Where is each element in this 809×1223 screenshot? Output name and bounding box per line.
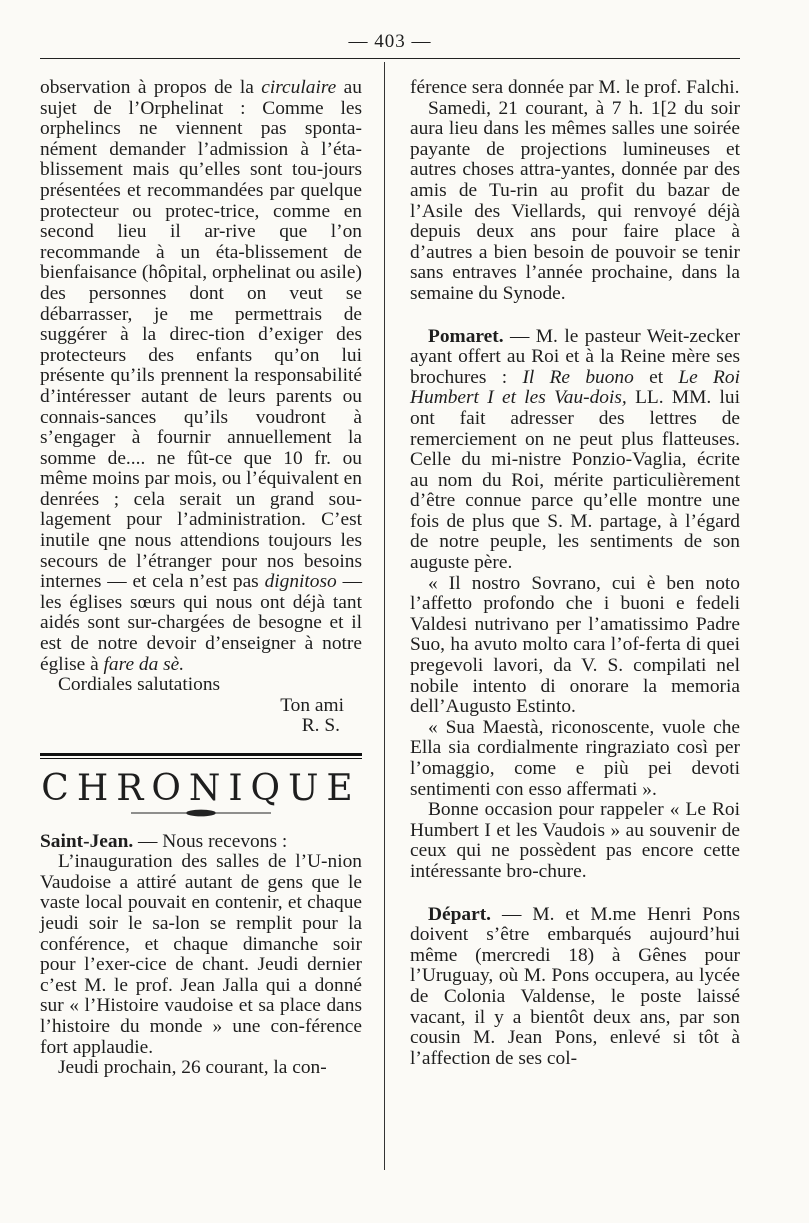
- letter-signature-line: Ton ami: [280, 694, 344, 716]
- letter-closing: Cordiales salutations: [58, 674, 221, 696]
- letter-signature-initials: R. S.: [301, 715, 340, 737]
- letter-paragraph: observation à propos de la circulaire au sujet de l’Orphelinat : Comme les orphelincs ne viennent pas sponta-nément demander l’admission à l’éta-blissement mais qu’elles sont tou-jours présentées et recommandées par quelque protecteur ou protec-trice, comme en second lieu il ar-rive que l’on recommande à un éta-blissement de bienfaisance (hôpital, orphelinat ou asile) des personnes dont on veut se débarrasser, je me permettrais de suggérer à la direc-tion d’exiger des protecteurs des enfants qu’on lui présente qu’ils prennent la responsabilité d’intéresser autant de leurs parents ou connais-sances qu’ils voudront à s’engager à fournir annuellement la somme de.... ne fût-ce que 10 fr. ou même moins par mois, ou l’équivalent en denrées ; cela serait un grand sou-lagement pour l’administration. C’est inutile qne nous attendions toujours les secours de l’étranger pour nos besoins internes — et cela n’est pas dignitoso — les églises sœurs qui nous ont déjà tant aidés sont sur-chargées de besogne et il est de notre devoir d’enseigner à notre église à fare da sè.: [40, 77, 362, 675]
- quote-paragraph: « Il nostro Sovrano, cui è ben noto l’affetto profondo che i buoni e fedeli Valdesi nutrivano per l’amatissimo Padre Suo, ha avuto molto cara l’of-ferta di quei pregevoli lavori, da V. S. compilati nel nobile intento di onorare la memoria dell’Augusto Estinto.: [410, 572, 740, 718]
- pomaret-paragraph: Pomaret. — M. le pasteur Weit-zecker ayant offert au Roi et à la Reine mère ses brochures : Il Re buono et Le Roi Humbert I et les Vau-dois, LL. MM. lui ont fait adresser des lettres de remerciement on ne peut plus flatteuses. Celle du mi-nistre Ponzio-Vaglia, écrite au nom du Roi, mérite particulièrement d’être connue parce qu’elle montre une fois de plus que S. M. partage, à l’égard de notre peuple, les sentiments de son auguste père.: [410, 325, 740, 574]
- pomaret-heading: Pomaret.: [428, 325, 504, 347]
- left-column: [40, 78, 362, 1079]
- page-header: [40, 28, 740, 59]
- right-column: [410, 78, 740, 1069]
- column-divider: [384, 62, 385, 1170]
- saint-jean-paragraph: L’inauguration des salles de l’U-nion Vaudoise a attiré autant de gens que le vaste local pouvait en contenir, et chaque jeudi soir le sa-lon se remplit pour la conférence, et chaque dimanche soir pour l’exer-cice de chant. Jeudi dernier c’est M. le prof. Jean Jalla qui a donné sur « l’Histoire vaudoise et sa place dans l’histoire du monde » une con-férence fort applaudie.: [40, 851, 362, 1058]
- continued-paragraph: férence sera donnée par M. le prof. Falchi.: [410, 77, 740, 98]
- depart-heading: Départ.: [428, 903, 492, 925]
- samedi-paragraph: Samedi, 21 courant, à 7 h. 1[2 du soir aura lieu dans les mêmes salles une soirée payante de projections lumineuses et autres choses attra-yantes, donnée par des amis de Tu-rin au profit du bazar de l’Asile des Viellards, qui renvoyé déjà depuis deux ans pour faire place à d’autres a bien besoin de pouvoir se tenir sans entraves l’année prochaine, dans la semaine du Synode.: [410, 97, 740, 304]
- depart-paragraph: Départ. — M. et M.me Henri Pons doivent s’être embarqués aujourd’hui même (mercredi 18) à Gênes pour l’Uruguay, où M. Pons occupera, au lycée de Colonia Valdense, le poste laissé vacant, il y a bientôt deux ans, par son cousin M. Jean Pons, enlevé si tôt à l’affection de ses col-: [410, 903, 740, 1069]
- section-rule: [40, 753, 362, 759]
- quote-paragraph-2: « Sua Maestà, riconoscente, vuole che Ella sia cordialmente ringraziato così per l’omaggio, come e più pei devoti sentimenti con esso affermati ».: [410, 716, 740, 800]
- saint-jean-heading: Saint-Jean.: [40, 830, 134, 852]
- chronique-heading: CHRONIQUE: [41, 768, 361, 809]
- ornament-divider: [131, 808, 271, 818]
- pomaret-paragraph-2: Bonne occasion pour rappeler « Le Roi Humbert I et les Vaudois » au souvenir de ceux qui ne possèdent pas encore cette intéressante bro-chure.: [410, 799, 740, 882]
- page-number: — 403 —: [348, 31, 432, 52]
- saint-jean-lead: Saint-Jean. — Nous recevons :: [40, 830, 288, 852]
- saint-jean-paragraph-2: Jeudi prochain, 26 courant, la con-: [58, 1057, 327, 1079]
